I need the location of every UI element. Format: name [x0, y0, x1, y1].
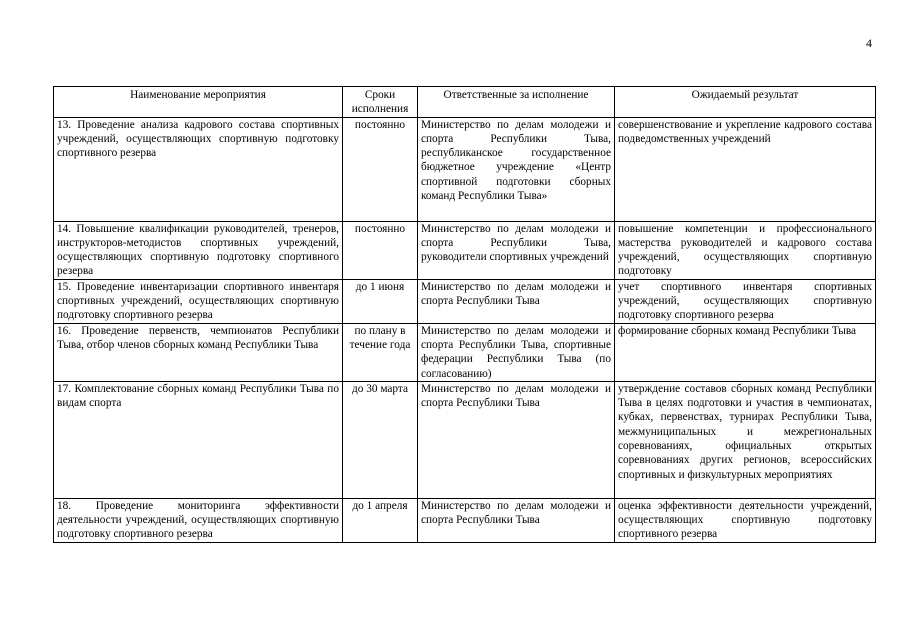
row-term: до 1 июня [343, 279, 418, 323]
row-responsible: Министерство по делам молодежи и спорта Республики Тыва, спортивные федерации Республики Тыва (по согласованию) [418, 323, 615, 381]
row-result: оценка эффективности деятельности учреждений, осуществляющих спортивную подготовку спортивного резерва [615, 498, 876, 542]
row-action: 13. Проведение анализа кадрового состава спортивных учреждений, осуществляющих спортивную подготовку спортивного резерва [54, 117, 343, 221]
row-action: 16. Проведение первенств, чемпионатов Республики Тыва, отбор членов сборных команд Республики Тыва [54, 323, 343, 381]
row-result: совершенствование и укрепление кадрового состава подведомственных учреждений [615, 117, 876, 221]
row-action: 14. Повышение квалификации руководителей, тренеров, инструкторов-методистов спортивных учреждений, осуществляющих спортивную подготовку спортивного резерва [54, 221, 343, 279]
row-result: утверждение составов сборных команд Республики Тыва в целях подготовки и участия в чемпионатах, кубках, первенствах, турнирах Республики Тыва, межмуниципальных и межрегиональных соревнованиях, официальных открытых соревнованиях других регионов, всероссийских спортивных и физкультурных мероприятиях [615, 381, 876, 498]
row-responsible: Министерство по делам молодежи и спорта Республики Тыва [418, 498, 615, 542]
activities-table [53, 86, 876, 543]
row-responsible: Министерство по делам молодежи и спорта Республики Тыва, республиканское государственное бюджетное учреждение «Центр спортивной подготовки сборных команд Республики Тыва» [418, 117, 615, 221]
table-row [54, 279, 876, 323]
row-action: 18. Проведение мониторинга эффективности деятельности учреждений, осуществляющих спортивную подготовку спортивного резерва [54, 498, 343, 542]
row-responsible: Министерство по делам молодежи и спорта Республики Тыва [418, 279, 615, 323]
row-result: формирование сборных команд Республики Тыва [615, 323, 876, 381]
header-action: Наименование мероприятия [54, 87, 343, 118]
row-term: постоянно [343, 221, 418, 279]
row-responsible: Министерство по делам молодежи и спорта Республики Тыва [418, 381, 615, 498]
header-responsible: Ответственные за исполнение [418, 87, 615, 118]
row-result: учет спортивного инвентаря спортивных учреждений, осуществляющих спортивную подготовку спортивного резерва [615, 279, 876, 323]
row-responsible: Министерство по делам молодежи и спорта Республики Тыва, руководители спортивных учреждений [418, 221, 615, 279]
table-row [54, 221, 876, 279]
table-row [54, 117, 876, 221]
row-action: 17. Комплектование сборных команд Республики Тыва по видам спорта [54, 381, 343, 498]
row-action: 15. Проведение инвентаризации спортивного инвентаря спортивных учреждений, осуществляющих спортивную подготовку спортивного резерва [54, 279, 343, 323]
row-result: повышение компетенции и профессионального мастерства руководителей и кадрового состава учреждений, осуществляющих спортивную подготовку [615, 221, 876, 279]
row-term: до 30 марта [343, 381, 418, 498]
table-header-row [54, 87, 876, 118]
table-row [54, 381, 876, 498]
row-term: постоянно [343, 117, 418, 221]
page-number: 4 [866, 36, 872, 50]
row-term: до 1 апреля [343, 498, 418, 542]
header-result: Ожидаемый результат [615, 87, 876, 118]
row-term: по плану в течение года [343, 323, 418, 381]
table-row [54, 323, 876, 381]
table-row [54, 498, 876, 542]
header-term: Сроки исполнения [343, 87, 418, 118]
